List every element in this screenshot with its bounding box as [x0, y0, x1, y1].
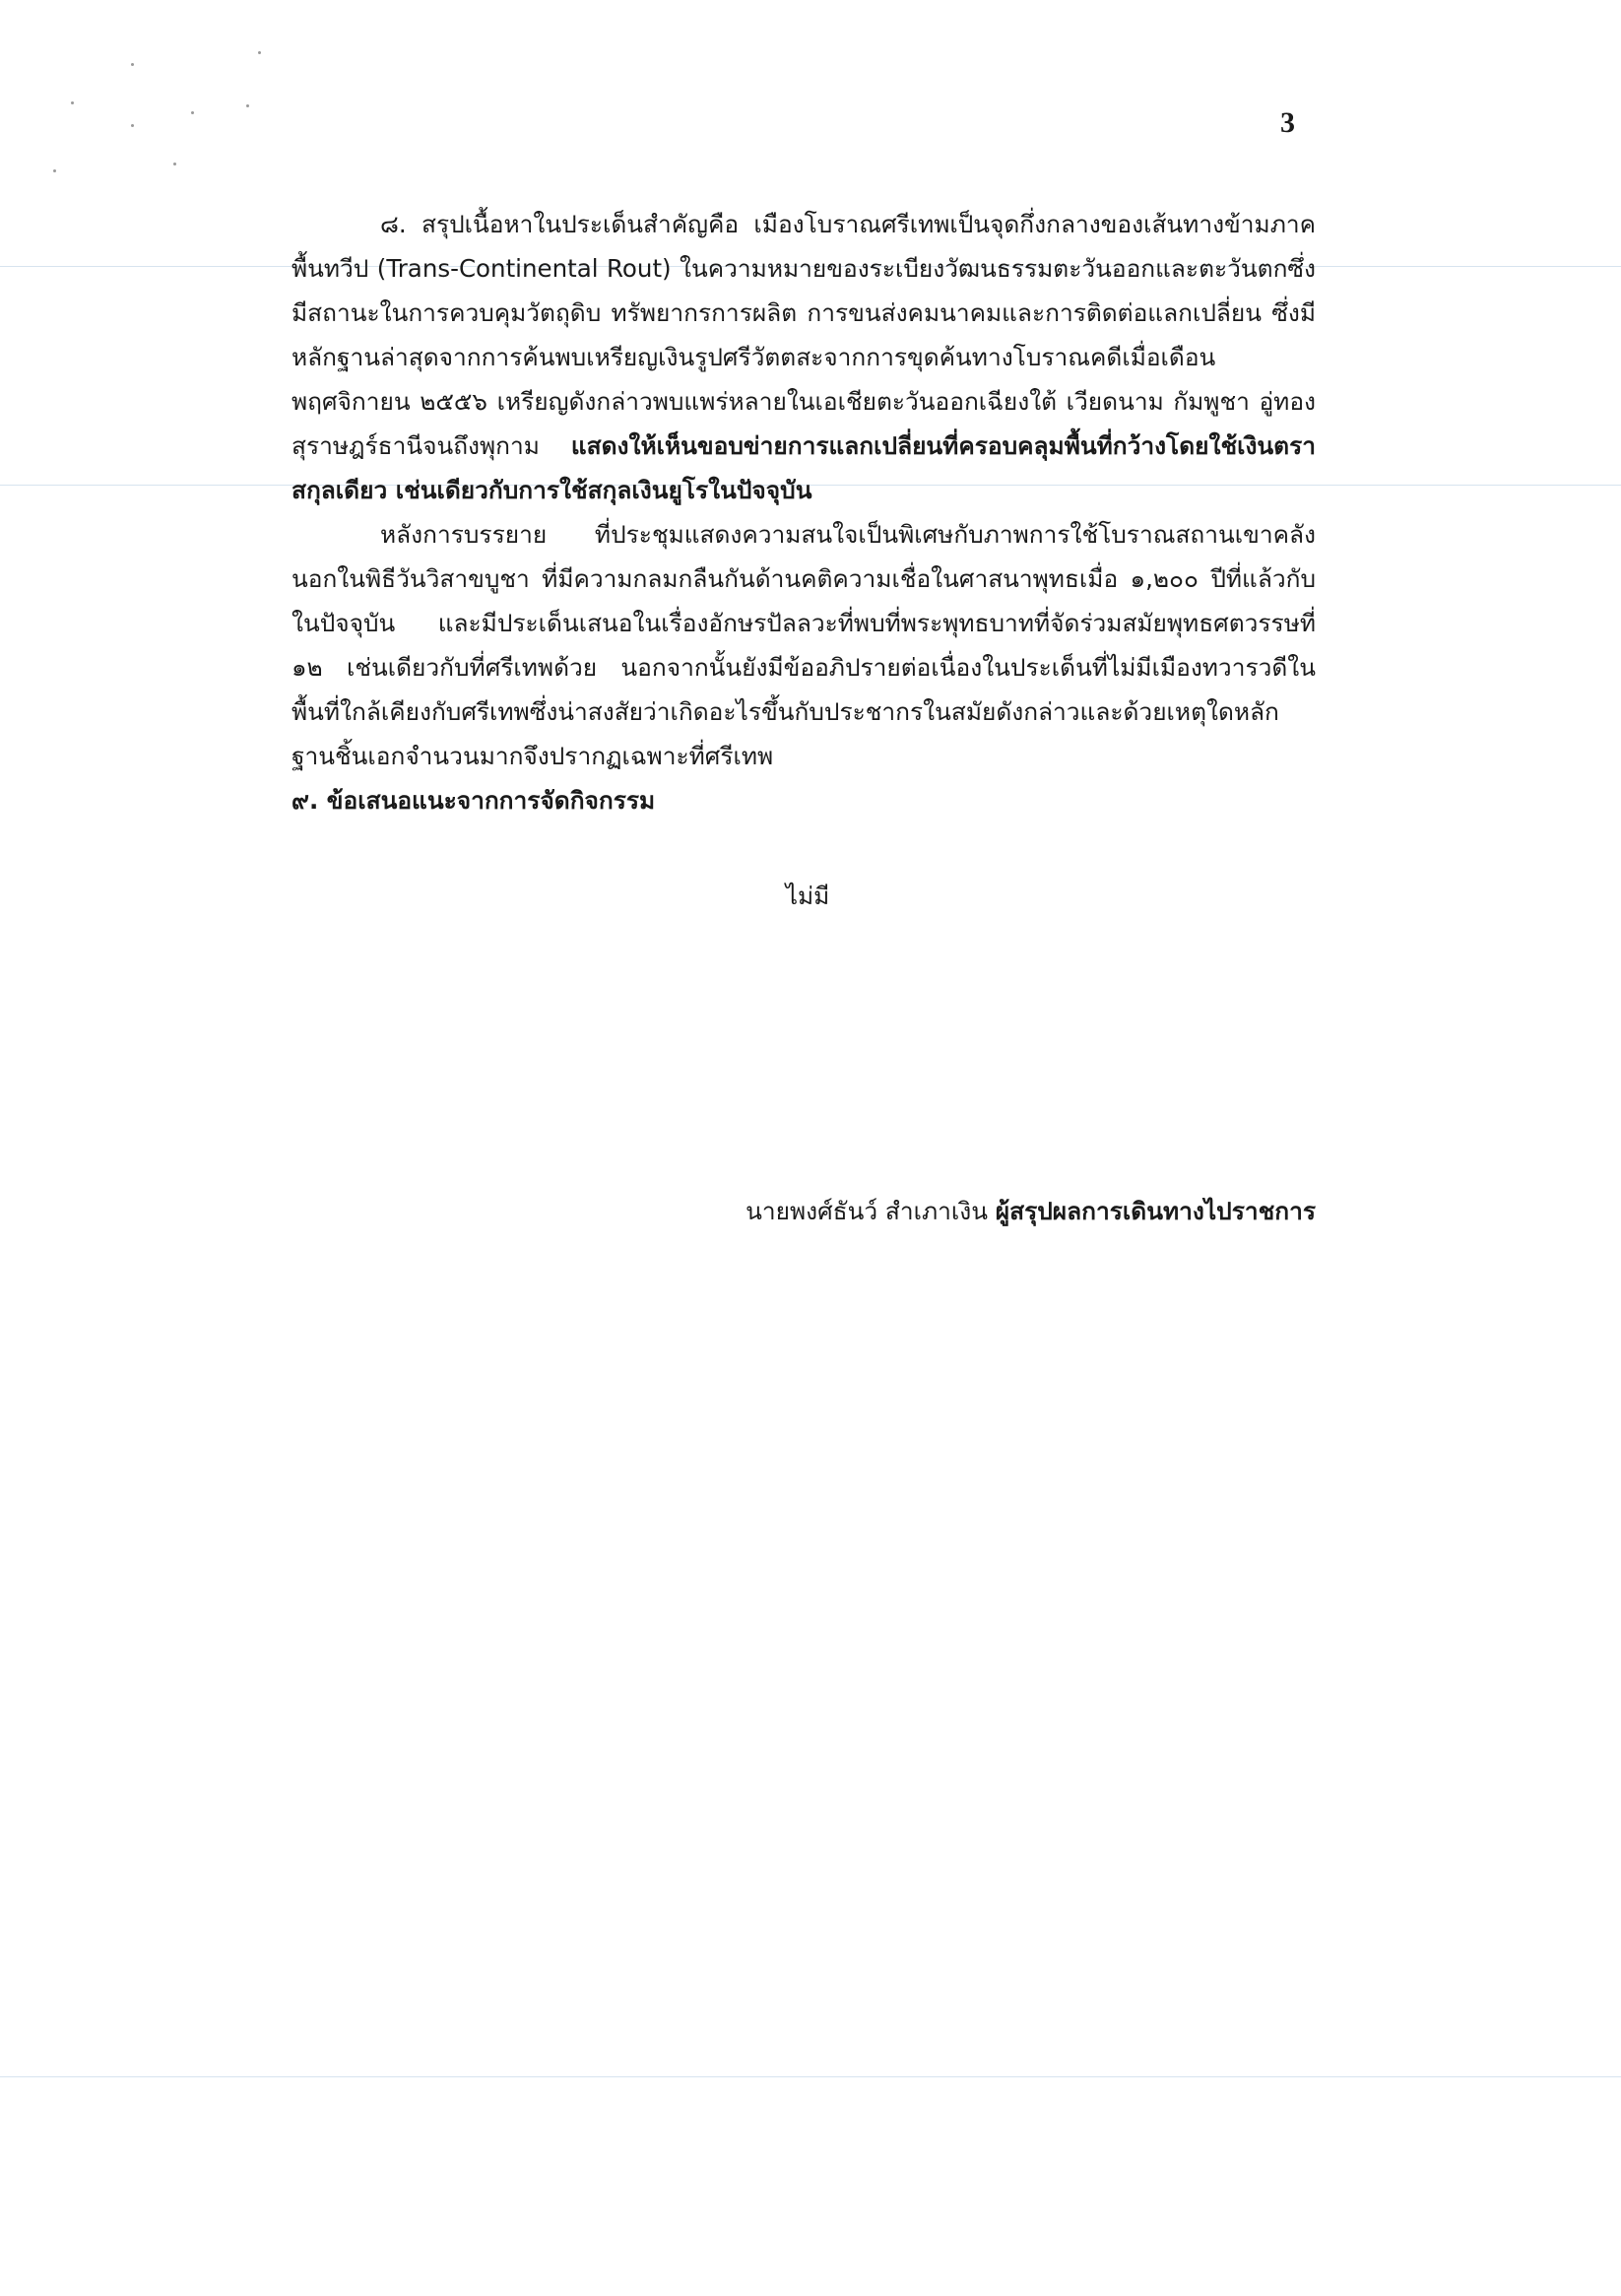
section-8-text: ๘. สรุปเนื้อหาในประเด็นสำคัญคือ เมืองโบราณศรีเทพเป็นจุดกึ่งกลางของเส้นทางข้ามภาคพื้นทวีป (Trans-Continental Rout) ในความหมายของระเบียงวัฒนธรรมตะวันออกและตะวันตกซึ่งมีสถานะในการควบคุมวัตถุดิบ ทรัพยากรการผลิต การขนส่งคมนาคมและการติดต่อแลกเปลี่ยน ซึ่งมีหลักฐานล่าสุดจากการค้นพบเหรียญเงินรูปศรีวัตตสะจากการขุดค้นทางโบราณคดีเมื่อเดือนพฤศจิกายน ๒๕๕๖ เหรียญดังกล่าวพบแพร่หลายในเอเชียตะวันออกเฉียงใต้ เวียดนาม กัมพูชา อู่ทอง สุราษฎร์ธานีจนถึงพุกาม: [292, 210, 1316, 460]
section-9-body: ไม่มี: [785, 882, 830, 910]
signer-title: ผู้สรุปผลการเดินทางไปราชการ: [995, 1197, 1316, 1225]
document-body: [292, 202, 1316, 822]
lecture-discussion-paragraph: หลังการบรรยาย ที่ประชุมแสดงความสนใจเป็นพิเศษกับภาพการใช้โบราณสถานเขาคลังนอกในพิธีวันวิสาขบูชา ที่มีความกลมกลืนกันด้านคติความเชื่อในศาสนาพุทธเมื่อ ๑,๒๐๐ ปีที่แล้วกับในปัจจุบัน และมีประเด็นเสนอในเรื่องอักษรปัลลวะที่พบที่พระพุทธบาทที่จัดร่วมสมัยพุทธศตวรรษที่ ๑๒ เช่นเดียวกับที่ศรีเทพด้วย นอกจากนั้นยังมีข้ออภิปรายต่อเนื่องในประเด็นที่ไม่มีเมืองทวารวดีในพื้นที่ใกล้เคียงกับศรีเทพซึ่งน่าสงสัยว่าเกิดอะไรขึ้นกับประชากรในสมัยดังกล่าวและด้วยเหตุใดหลักฐานชิ้นเอกจำนวนมากจึงปรากฏเฉพาะที่ศรีเทพ: [292, 520, 1316, 770]
section-8-emphasis: แสดงให้เห็นขอบข่ายการแลกเปลี่ยนที่ครอบคลุมพื้นที่กว้างโดยใช้เงินตราสกุลเดียว เช่นเดียวกับการใช้สกุลเงินยูโรในปัจจุบัน: [292, 431, 1316, 504]
page-number: 3: [1280, 106, 1295, 139]
signer-name: นายพงศ์ธันว์ สำเภาเงิน: [746, 1197, 988, 1225]
section-9-heading: ๙. ข้อเสนอแนะจากการจัดกิจกรรม: [292, 786, 656, 815]
signature-block: [741, 1192, 1316, 1230]
scan-line: [0, 2076, 1621, 2077]
section-8-paragraph: [292, 202, 1316, 512]
